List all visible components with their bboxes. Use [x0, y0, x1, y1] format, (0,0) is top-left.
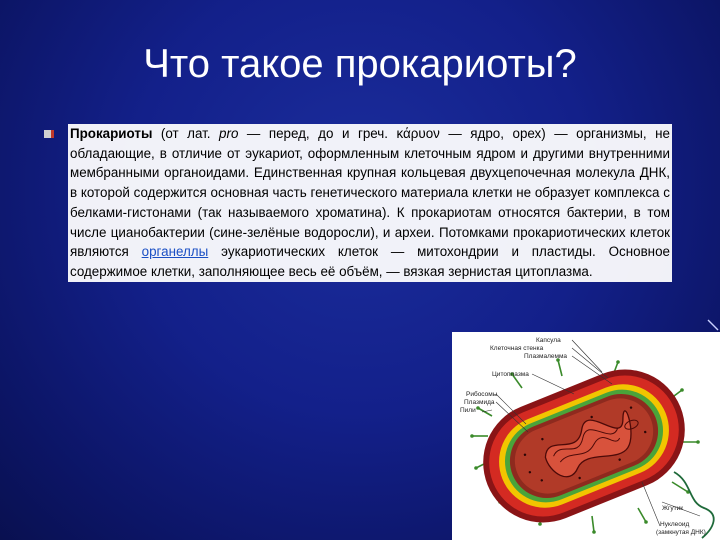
organelles-link[interactable]: органеллы	[141, 244, 209, 260]
label-nucleoid-note: (замкнутая ДНК)	[656, 529, 706, 536]
term-prokaryotes: Прокариоты	[70, 126, 153, 141]
text-segment-3: эукариотических клеток — митохондрии и пластиды. Основное содержимое клетки, заполняющее весь её объём, — вязкая зернистая цитоплазма.	[70, 244, 670, 279]
text-segment-2: — перед, до и греч. κάρυον — ядро, орех) — организмы, не обладающие, в отличие от эукариот, оформленным клеточным ядром и другими внутренними мембранными органоидами. Единственная крупная кольцевая двухцепочечная молекула ДНК, в которой содержится основная часть генетического материала клетки не образует комплекса с белками-гистонами (так называемого хроматина). К прокариотам относятся бактерии, в том числе цианобактерии (сине-зелёные водоросли), и археи. Потомками прокариотических клеток являются	[70, 126, 670, 260]
label-nucleoid: Нуклеоид	[660, 521, 690, 528]
label-flagellum: Жгутик	[662, 505, 684, 512]
label-capsule: Капсула	[536, 337, 561, 344]
label-plasma-membrane: Плазмалемма	[524, 353, 568, 360]
label-ribosomes: Рибосомы	[466, 391, 498, 398]
label-cell-wall: Клеточная стенка	[490, 345, 544, 352]
corner-decoration	[706, 318, 720, 332]
text-segment-1: (от лат.	[152, 126, 220, 141]
latin-pro: pro	[219, 126, 239, 141]
definition-paragraph	[68, 124, 672, 282]
label-plasmid: Плазмида	[464, 399, 495, 406]
slide-title: Что такое прокариоты?	[143, 42, 577, 86]
bullet-icon	[44, 130, 54, 138]
prokaryote-cell-diagram	[452, 332, 720, 540]
label-pili: Пили	[460, 407, 476, 414]
label-cytoplasm: Цитоплазма	[492, 371, 529, 378]
